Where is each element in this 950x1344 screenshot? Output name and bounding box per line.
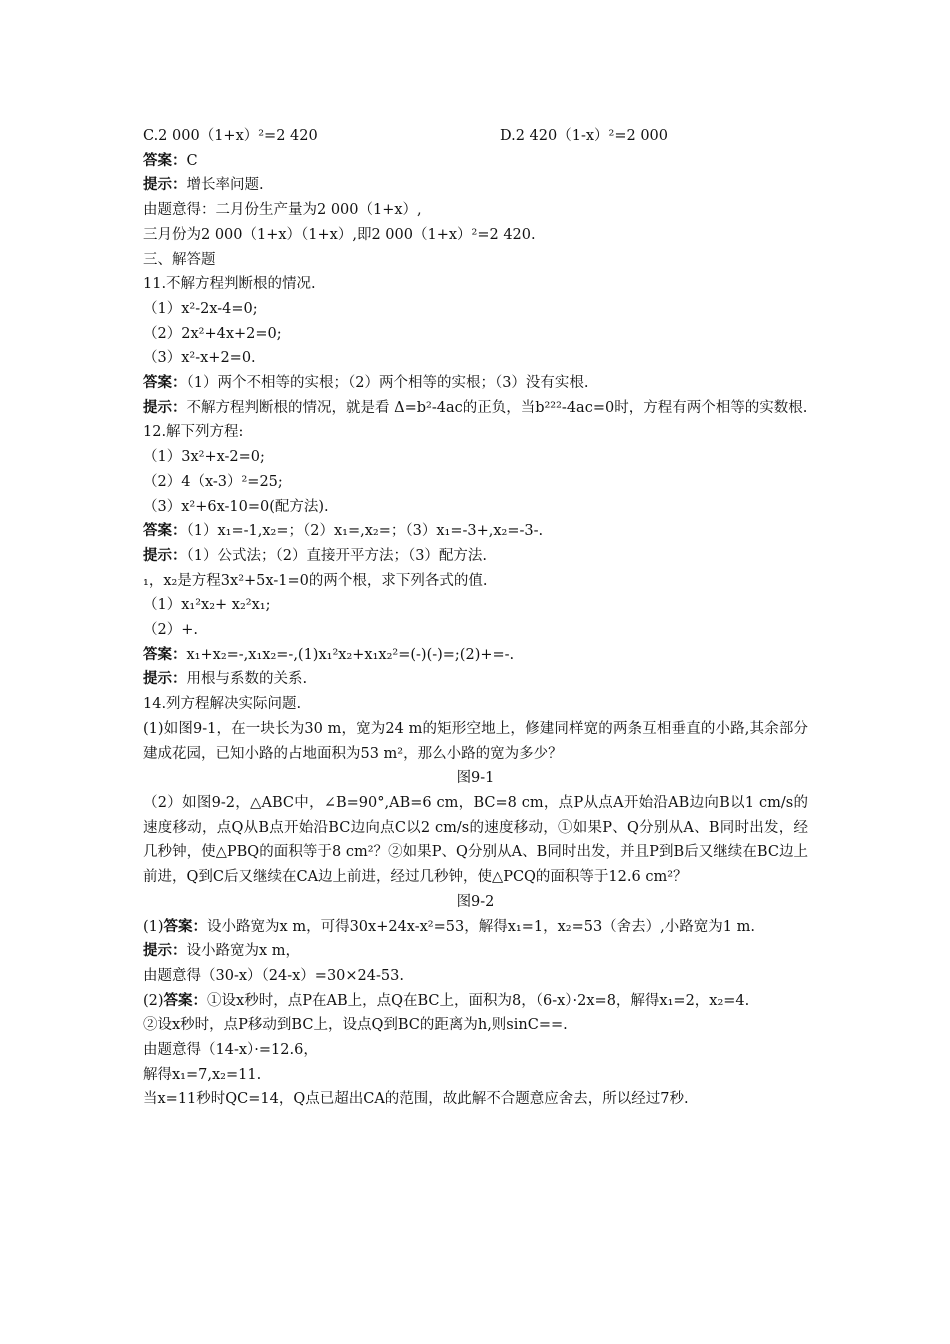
part-prefix: (2) xyxy=(143,992,164,1009)
answer-text: 设小路宽为x m，可得30x+24x-x²=53，解得x₁=1，x₂=53（舍去）,小路宽为1 m. xyxy=(207,918,755,935)
figure-caption: 图9-2 xyxy=(456,893,495,910)
answer-text: （1）两个不相等的实根；（2）两个相等的实根；（3）没有实根. xyxy=(186,375,589,392)
q12-item: （2）4（x-3）²=25; xyxy=(143,473,283,490)
q14-answer-line: ②设x秒时，点P移动到BC上，设点Q到BC的距离为h,则sinC==. xyxy=(143,1017,568,1034)
hint-text: 不解方程判断根的情况，就是看 Δ=b²-4ac的正负，当b²²²-4ac=0时，方程有两个相等的实数根. xyxy=(186,399,808,416)
hint-text: 用根与系数的关系. xyxy=(186,671,308,688)
q14-answer-line: 由题意得（14-x）·=12.6， xyxy=(143,1042,318,1059)
answer-label: 答案： xyxy=(163,917,208,935)
q14-answer-line: 解得x₁=7,x₂=11. xyxy=(143,1066,262,1083)
q12-item: （1）3x²+x-2=0; xyxy=(143,449,265,466)
q12-hint xyxy=(143,544,808,569)
choice-row xyxy=(143,124,808,149)
hint-text: 设小路宽为x m， xyxy=(186,943,301,960)
answer-text: x₁+x₂=-,x₁x₂=-,(1)x₁²x₂+x₁x₂²=(-)(-)=;(2)+=-. xyxy=(186,646,515,663)
figure-caption: 图9-1 xyxy=(456,770,495,787)
q11-item: （1）x²-2x-4=0; xyxy=(143,300,258,317)
q14-answer-line: 当x=11秒时QC=14，Q点已超出CA的范围，故此解不合题意应舍去，所以经过7秒. xyxy=(143,1091,689,1108)
q10-hint xyxy=(143,173,808,198)
q13-hint xyxy=(143,667,808,692)
option-d: D.2 420（1-x）²=2 000 xyxy=(500,128,669,144)
q10-answer xyxy=(143,149,808,174)
answer-label: 答案： xyxy=(163,991,208,1009)
hint-label: 提示： xyxy=(143,942,187,960)
answer-text: （1）x₁=-1,x₂=；（2）x₁=,x₂=；（3）x₁=-3+,x₂=-3-. xyxy=(186,523,544,540)
answer-label: 答案： xyxy=(143,374,187,392)
answer-label: 答案： xyxy=(143,151,187,169)
q12-title: 12.解下列方程: xyxy=(143,424,244,441)
hint-label: 提示： xyxy=(143,398,187,416)
answer-text: C xyxy=(186,152,198,169)
q14-answer-1 xyxy=(143,915,808,940)
q14-answer-2 xyxy=(143,989,808,1014)
q11-answer xyxy=(143,371,808,396)
q13-item: （2）+. xyxy=(143,622,198,639)
q14-hint-1 xyxy=(143,939,808,964)
hint-label: 提示： xyxy=(143,670,187,688)
q14-title: 14.列方程解决实际问题. xyxy=(143,696,302,713)
q12-answer xyxy=(143,519,808,544)
q14-part2: （2）如图9-2，△ABC中，∠B=90°,AB=6 cm，BC=8 cm，点P从点A开始沿AB边向B以1 cm/s的速度移动，点Q从B点开始沿BC边向点C以2 cm/s的速度移动，①如果P、Q分别从A、B同时出发，经几秒钟，使△PBQ的面积等于8 cm²？②如果P、Q分别从A、B同时出发，并且P到B后又继续在BC边上前进，Q到C后又继续在CA边上前进，经过几秒钟，使△PCQ的面积等于12.6 cm²？ xyxy=(143,794,808,886)
q10-solution-line: 由题意得：二月份生产量为2 000（1+x）, xyxy=(143,202,422,219)
hint-text: 增长率问题. xyxy=(186,177,264,194)
answer-label: 答案： xyxy=(143,522,187,540)
q13-answer xyxy=(143,643,808,668)
hint-label: 提示： xyxy=(143,546,187,564)
answer-label: 答案： xyxy=(143,645,187,663)
answer-text: ①设x秒时，点P在AB上，点Q在BC上，面积为8，（6-x）·2x=8，解得x₁=2，x₂=4. xyxy=(207,992,750,1009)
q11-hint xyxy=(143,396,808,421)
section-heading: 三、解答题 xyxy=(143,251,216,268)
part-prefix: (1) xyxy=(143,918,164,935)
q11-item: （2）2x²+4x+2=0; xyxy=(143,325,282,342)
document-page xyxy=(143,124,808,1112)
option-c: C.2 000（1+x）²=2 420 xyxy=(143,128,318,144)
hint-text: （1）公式法；（2）直接开平方法；（3）配方法. xyxy=(186,547,488,564)
q13-title: ₁，x₂是方程3x²+5x-1=0的两个根，求下列各式的值. xyxy=(143,572,488,589)
q11-item: （3）x²-x+2=0. xyxy=(143,350,256,367)
hint-label: 提示： xyxy=(143,176,187,194)
q14-hint-line: 由题意得（30-x）（24-x）=30×24-53. xyxy=(143,967,404,984)
q11-title: 11.不解方程判断根的情况. xyxy=(143,276,316,293)
q14-part1: (1)如图9-1，在一块长为30 m，宽为24 m的矩形空地上，修建同样宽的两条互相垂直的小路,其余部分建成花园，已知小路的占地面积为53 m²，那么小路的宽为多少？ xyxy=(143,720,808,762)
q12-item: （3）x²+6x-10=0(配方法). xyxy=(143,498,329,515)
q10-solution-line: 三月份为2 000（1+x）（1+x）,即2 000（1+x）²=2 420. xyxy=(143,226,536,243)
q13-item: （1）x₁²x₂+ x₂²x₁; xyxy=(143,597,271,614)
